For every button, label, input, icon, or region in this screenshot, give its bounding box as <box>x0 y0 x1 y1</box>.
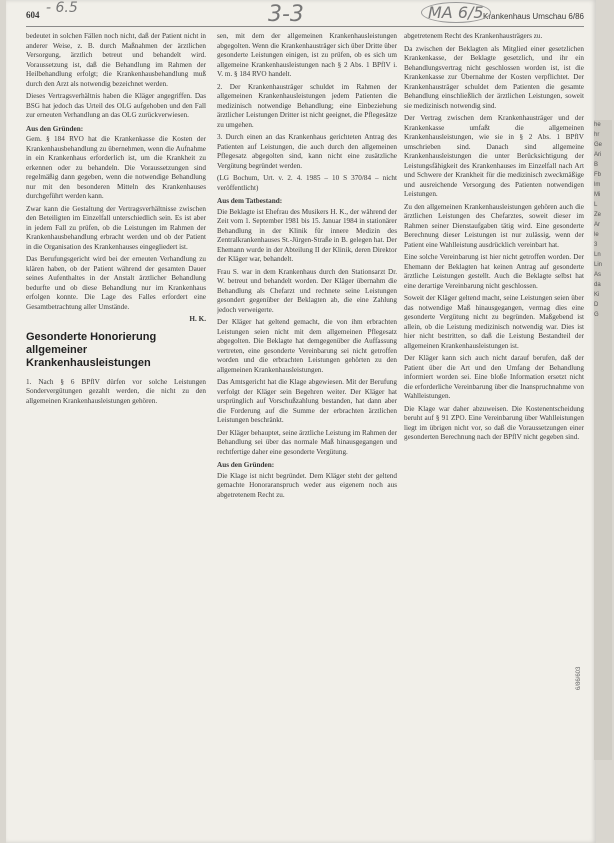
paragraph: Das Berufungsgericht wird bei der erneuten Verhandlung zu klären haben, ob der Patient während der gesamten Dauer seines Aufenthaltes in der Anstalt ärztlicher Behandlung bedurfte und ob diese Behandlung nur im Krankenhaus erfolgen konnte. Die Lage des Falles erfordert eine Gesamtbetrachtung aller Umstände. <box>26 255 206 311</box>
article-title: Gesonderte Honorierung allgemeiner Krankenhausleistungen <box>26 330 157 369</box>
edge-fragment: 3 <box>594 242 598 248</box>
edge-fragment: D <box>594 302 599 308</box>
handwritten-note-left: - 6.5 <box>46 0 78 16</box>
paragraph: Eine solche Vereinbarung ist hier nicht getroffen worden. Der Ehemann der Beklagten hat keinen Antrag auf gesonderte ärztliche Leistungen gestellt. Auch die Beklagte selbst hat eine derartige Vereinbarung nicht geschlossen. <box>404 253 584 290</box>
section-heading: Aus den Gründen: <box>217 461 275 469</box>
edge-fragment: As <box>594 272 602 278</box>
edge-fragment: Ari <box>594 152 602 158</box>
edge-fragment: Lin <box>594 262 603 268</box>
paragraph: Zwar kann die Gestaltung der Vertragsverhältnisse zwischen den Beteiligten im Einzelfall unterschiedlich sein. Es ist aber in jedem Fall zu prüfen, ob die Leistungen im Rahmen der Krankenhausbehandlung erbracht werden und ob der Patient in die Organisation des Krankenhauses eingegliedert ist. <box>26 204 206 251</box>
paragraph: Die Beklagte ist Ehefrau des Musikers H. K., der während der Zeit vom 1. September 1981 bis 15. Januar 1984 in stationärer Behandlung in der Klinik für innere Medizin des Zentralkrankenhauses St.-Jürgen-Straße in B. gelegen hat. Der Ehemann wurde in der Abteilung II der Klinik, deren Direktor der Kläger war, behandelt. <box>217 207 397 263</box>
vertical-margin-note: 6/86/603 <box>576 666 582 690</box>
document-page <box>6 0 596 843</box>
paragraph: Der Kläger kann sich auch nicht darauf berufen, daß der Patient über die Art und den Umfang der Behandlung informiert worden sei. Eine bloße Information ersetzt nicht die erforderliche Vereinbarung über die Inanspruchnahme von Wahlleistungen. <box>404 354 584 400</box>
edge-fragment: Fb <box>594 172 602 178</box>
edge-fragment: B <box>594 162 599 168</box>
paragraph: Da zwischen der Beklagten als Mitglied einer gesetzlichen Krankenkasse, der Beklagte gesetzlich, und ihr ein Behandlungsvertrag nicht geschlossen worden ist, ist die Krankenkasse zur Übernahme der Kosten verpflichtet. Der Krankenhausträger schuldet dem Patienten die gesamte Behandlung einschließlich der ärztlichen Leistungen, soweit sie medizinisch notwendig sind. <box>404 44 584 110</box>
handwritten-note-center: 3-3 <box>268 2 304 27</box>
paragraph: Gem. § 184 RVO hat die Krankenkasse die Kosten der Krankenhausbehandlung zu übernehmen, wenn die Aufnahme in ein Krankenhaus erforderlich ist, um die Krankheit zu erkennen oder zu behandeln. Die Voraussetzungen sind regelmäßig dann gegeben, wenn die notwendige Behandlung nur mit den besonderen Mitteln des Krankenhauses durchgeführt werden kann. <box>26 135 206 200</box>
edge-fragment: le <box>594 232 599 238</box>
paragraph: Der Vertrag zwischen dem Krankenhausträger und der Krankenkasse umfaßt die allgemeinen Krankenhausleistungen, wie sie in § 2 Abs. 1 BPflV umschrieben sind. Danach sind allgemeine Krankenhausleistungen die unter Berücksichtigung der Leistungsfähigkeit des Krankenhauses im Einzelfall nach Art und Schwere der Krankheit für die medizinisch zweckmäßige und ausreichende Versorgung des Patienten notwendigen Leistungen. <box>404 114 584 198</box>
paragraph: Der Kläger behauptet, seine ärztliche Leistung im Rahmen der Behandlung sei über das normale Maß hinausgegangen und rechtfertige daher eine gesonderte Vergütung. <box>217 428 397 456</box>
section-heading: Aus dem Tatbestand: <box>217 197 283 205</box>
edge-fragment: Ze <box>594 212 602 218</box>
text-column-3 <box>404 32 584 832</box>
paragraph: Frau S. war in dem Krankenhaus durch den Stationsarzt Dr. W. betreut und behandelt worden. Der Kläger übernahm die Behandlung als Chefarzt und rechnete seine Leistungen gesondert gegenüber der Beklagten ab, die eine Zahlung jedoch verweigerte. <box>217 267 397 314</box>
paragraph: Der Kläger hat geltend gemacht, die von ihm erbrachten Leistungen seien nicht mit dem allgemeinen Pflegesatz abgegolten. Die Beklagte hat demgegenüber die Auffassung vertreten, eine gesonderte Vereinbarung sei nicht getroffen worden und die erbrachten Leistungen gehörten zu den allgemeinen Krankenhausleistungen. <box>217 318 397 374</box>
edge-fragment: Ar <box>594 222 600 228</box>
page-number: 604 <box>26 10 40 20</box>
paragraph: (LG Bochum, Urt. v. 2. 4. 1985 – 10 S 370/84 – nicht veröffentlicht) <box>217 174 397 192</box>
paragraph: Zu den allgemeinen Krankenhausleistungen gehören auch die ärztlichen Leistungen des Chefarztes, soweit dieser im Rahmen seiner Dienstaufgaben tätig wird. Eine gesonderte Berechnung dieser Leistungen ist nur zulässig, wenn der Patient eine Wahlleistung ausdrücklich vereinbart hat. <box>404 202 584 249</box>
adjacent-page-edge <box>594 120 612 760</box>
edge-fragment: da <box>594 282 601 288</box>
paragraph: sen, mit dem der allgemeinen Krankenhausleistungen abgegolten. Wenn die Krankenhausträger sich über Dritte über gesonderte Leistungen einigen, ist zu prüfen, ob es sich um allgemeine Krankenhausleistungen nach § 2 Abs. 1 BPflV i. V. m. § 184 RVO handelt. <box>217 32 397 78</box>
edge-fragment: hr <box>594 132 600 138</box>
paragraph: abgetretenem Recht des Krankenhausträgers zu. <box>404 32 543 40</box>
page-header <box>26 8 584 27</box>
paragraph: bedeutet in solchen Fällen noch nicht, daß der Patient nicht in anderer Weise, z. B. durch Maßnahmen der ärztlichen Versorgung, ärztlich betreut und behandelt wird. Voraussetzung ist, daß die Behandlung im Rahmen der Heilbehandlung erfolgt; die Krankenhausbehandlung muß durch den Arzt als notwendig bezeichnet werden. <box>26 32 206 88</box>
edge-fragment: L <box>594 202 598 208</box>
paragraph: Dieses Vertragsverhältnis haben die Kläger angegriffen. Das BSG hat jedoch das Urteil des OLG aufgehoben und den Fall zur erneuten Verhandlung an das OLG zurückverwiesen. <box>26 92 206 119</box>
section-heading: Aus den Gründen: <box>26 124 84 133</box>
paragraph: Das Amtsgericht hat die Klage abgewiesen. Mit der Berufung verfolgt der Kläger sein Begehren weiter. Der Kläger hat ursprünglich auf Vorschußzahlung bestanden, hat dann aber die Forderung auf die Summe der erbrachten ärztlichen Leistungen beschränkt. <box>217 378 397 424</box>
author-initials: H. K. <box>189 315 206 323</box>
edge-fragment: he <box>594 122 601 128</box>
edge-fragment: lm <box>594 182 601 188</box>
edge-fragment: Mi <box>594 192 601 198</box>
paragraph: Die Klage ist nicht begründet. Dem Kläger steht der geltend gemachte Honoraranspruch weder aus eigenem noch aus abgetretenem Recht zu. <box>217 471 397 499</box>
paragraph: 2. Der Krankenhausträger schuldet im Rahmen der allgemeinen Krankenhausleistungen jedem Patienten die medizinisch notwendige Behandlung; eine Einbeziehung ärztlicher Leistungen Dritter ist nicht geeignet, die Pflegesätze zu umgehen. <box>217 82 397 129</box>
paragraph: Soweit der Kläger geltend macht, seine Leistungen seien über das notwendige Maß hinausgegangen, vermag dies eine gesonderte Vergütung nicht zu begründen. Maßgebend ist allein, ob die Leistung medizinisch notwendig war. Dies ist hier nicht bestritten, so daß die Leistung Bestandteil der allgemeinen Krankenhausleistungen ist. <box>404 294 584 350</box>
edge-fragment: G <box>594 312 599 318</box>
handwritten-note-right: MA 6/5 <box>421 2 491 23</box>
edge-fragment: Ge <box>594 142 603 148</box>
running-title: Krankenhaus Umschau 6/86 <box>483 12 584 21</box>
paragraph: 1. Nach § 6 BPflV dürfen vor solche Leistungen Sondervergütungen gezahlt werden, die nicht zu den allgemeinen Krankenhausleistungen gehören. <box>26 377 206 405</box>
text-column-1 <box>26 32 206 832</box>
text-column-2 <box>217 32 397 832</box>
paragraph: 3. Durch einen an das Krankenhaus gerichteten Antrag des Patienten auf Leistungen, die auch durch den allgemeinen Pflegesatz abgegolten sind, kann nicht eine zusätzliche Vergütung begründet werden. <box>217 133 397 170</box>
edge-fragment: Ln <box>594 252 601 258</box>
edge-fragment: Ki <box>594 292 600 298</box>
paragraph: Die Klage war daher abzuweisen. Die Kostenentscheidung beruht auf § 91 ZPO. Eine Vereinbarung über Wahlleistungen liegt im übrigen nicht vor, so daß die Voraussetzungen einer gesonderten Berechnung nach der BPflV nicht gegeben sind. <box>404 404 584 441</box>
